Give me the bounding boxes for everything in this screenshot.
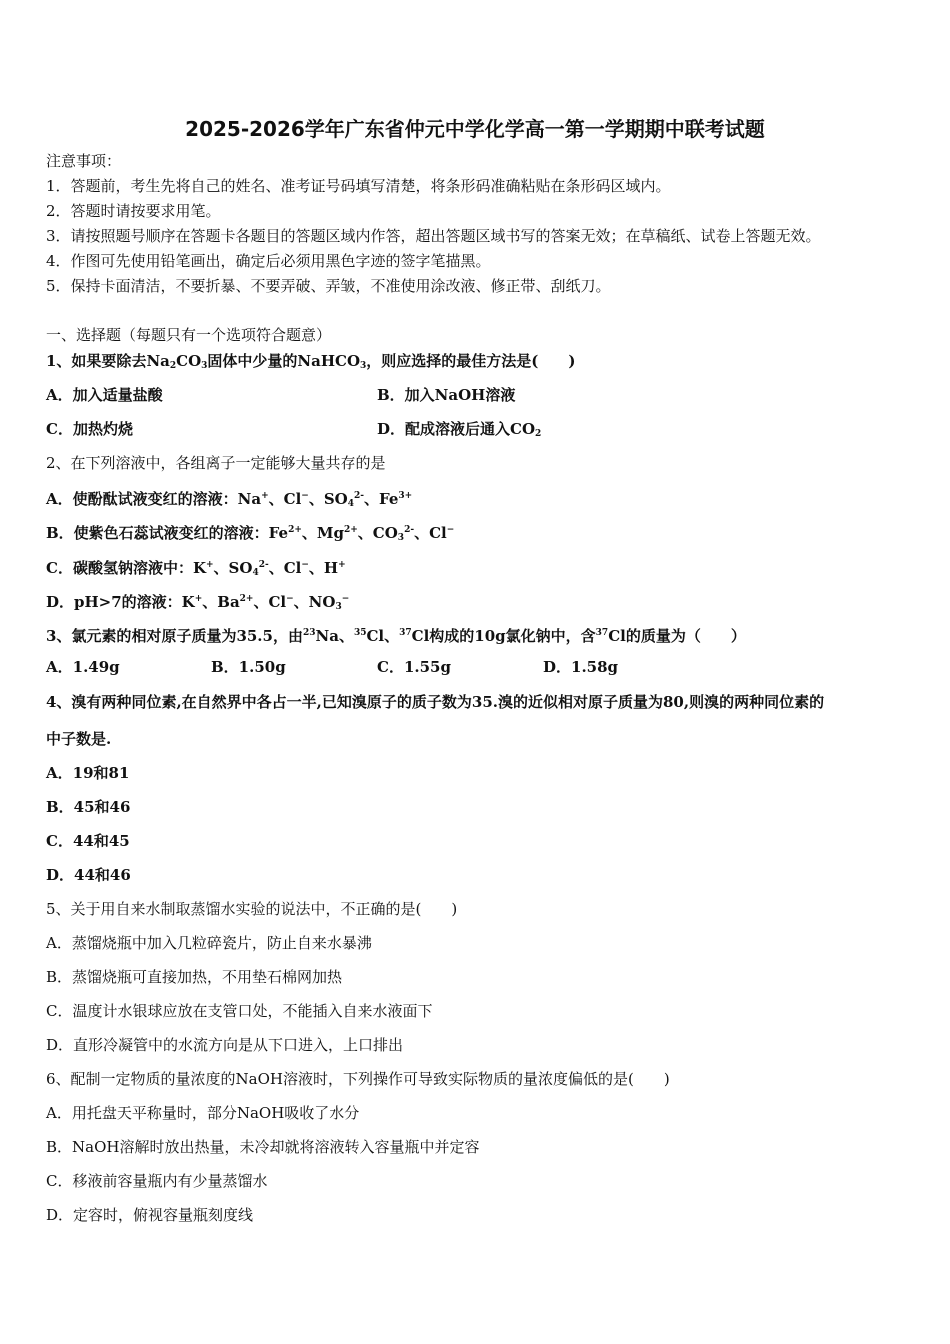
q3-option-c: C．1.55g: [377, 658, 451, 676]
q4-option-b: B．45和46: [46, 798, 131, 816]
q6-option-a: A．用托盘天平称量时，部分NaOH吸收了水分: [46, 1104, 360, 1122]
q5-option-d: D．直形冷凝管中的水流方向是从下口进入，上口排出: [46, 1036, 404, 1054]
q4-option-c: C．44和45: [46, 832, 130, 850]
q2-option-c: C．碳酸氢钠溶液中：K+、$SO_4^{2-}$、Cl−、H+: [46, 559, 346, 578]
q5-option-c: C．温度计水银球应放在支管口处，不能插入自来水液面下: [46, 1002, 433, 1020]
question-4-stem-line2: 中子数是.: [46, 730, 112, 748]
question-6-stem: 6、配制一定物质的量浓度的NaOH溶液时，下列操作可导致实际物质的量浓度偏低的是( ): [46, 1070, 670, 1088]
question-4-stem-line1: 4、溴有两种同位素,在自然界中各占一半,已知溴原子的质子数为35.溴的近似相对原子质量为80,则溴的两种同位素的: [46, 693, 825, 711]
q3-option-a: A．1.49g: [46, 658, 120, 676]
q1-option-c: C．加热灼烧: [46, 420, 133, 438]
section-heading: 一、选择题（每题只有一个选项符合题意）: [46, 326, 332, 344]
question-5-stem: 5、关于用自来水制取蒸馏水实验的说法中，不正确的是( ): [46, 900, 458, 918]
q6-option-b: B．NaOH溶解时放出热量，未冷却就将溶液转入容量瓶中并定容: [46, 1138, 480, 1156]
q3-option-d: D．1.58g: [543, 658, 619, 676]
page-title: 2025-2026学年广东省仲元中学化学高一第一学期期中联考试题: [185, 117, 765, 141]
q2-option-d: D．pH>7的溶液：K+、$Ba^{2+}$、Cl−、$NO_3^-$: [46, 593, 350, 612]
notice-item-4: 4．作图可先使用铅笔画出，确定后必须用黑色字迹的签字笔描黑。: [46, 252, 491, 270]
q2-option-b: B．使紫色石蕊试液变红的溶液：$Fe^{2+}$、$Mg^{2+}$、$CO_3^{2-}$、Cl−: [46, 524, 455, 543]
q2-option-a: A．使酚酞试液变红的溶液：Na+、Cl−、$SO_4^{2-}$、$Fe^{3+}$: [46, 490, 413, 509]
notice-item-5: 5．保持卡面清洁，不要折暴、不要弄破、弄皱，不准使用涂改液、修正带、刮纸刀。: [46, 277, 611, 295]
q1-option-d: D．配成溶液后通入$CO_2$: [377, 420, 542, 439]
question-1-stem: 1、如果要除去$Na_2CO_3$固体中少量的NaHCO$_3$，则应选择的最佳方法是( ): [46, 352, 576, 371]
notice-item-3: 3．请按照题号顺序在答题卡各题目的答题区域内作答，超出答题区域书写的答案无效；在草稿纸、试卷上答题无效。: [46, 227, 821, 245]
q5-option-a: A．蒸馏烧瓶中加入几粒碎瓷片，防止自来水暴沸: [46, 934, 372, 952]
q4-option-d: D．44和46: [46, 866, 131, 884]
q3-option-b: B．1.50g: [211, 658, 286, 676]
question-2-stem: 2、在下列溶液中，各组离子一定能够大量共存的是: [46, 454, 386, 472]
notice-item-2: 2．答题时请按要求用笔。: [46, 202, 221, 220]
q1-option-a: A．加入适量盐酸: [46, 386, 163, 404]
q6-option-d: D．定容时，俯视容量瓶刻度线: [46, 1206, 254, 1224]
q1-option-b: B．加入NaOH溶液: [377, 386, 516, 404]
q5-option-b: B．蒸馏烧瓶可直接加热，不用垫石棉网加热: [46, 968, 343, 986]
q4-option-a: A．19和81: [46, 764, 130, 782]
notice-item-1: 1．答题前，考生先将自己的姓名、准考证号码填写清楚，将条形码准确粘贴在条形码区域内。: [46, 177, 671, 195]
notice-heading: 注意事项：: [46, 152, 122, 170]
q6-option-c: C．移液前容量瓶内有少量蒸馏水: [46, 1172, 268, 1190]
question-3-stem: 3、氯元素的相对原子质量为35.5，由$^{23}$Na、$^{35}$Cl、$^{37}$Cl构成的10g氯化钠中，含$^{37}$Cl的质量为（ ）: [46, 627, 746, 645]
